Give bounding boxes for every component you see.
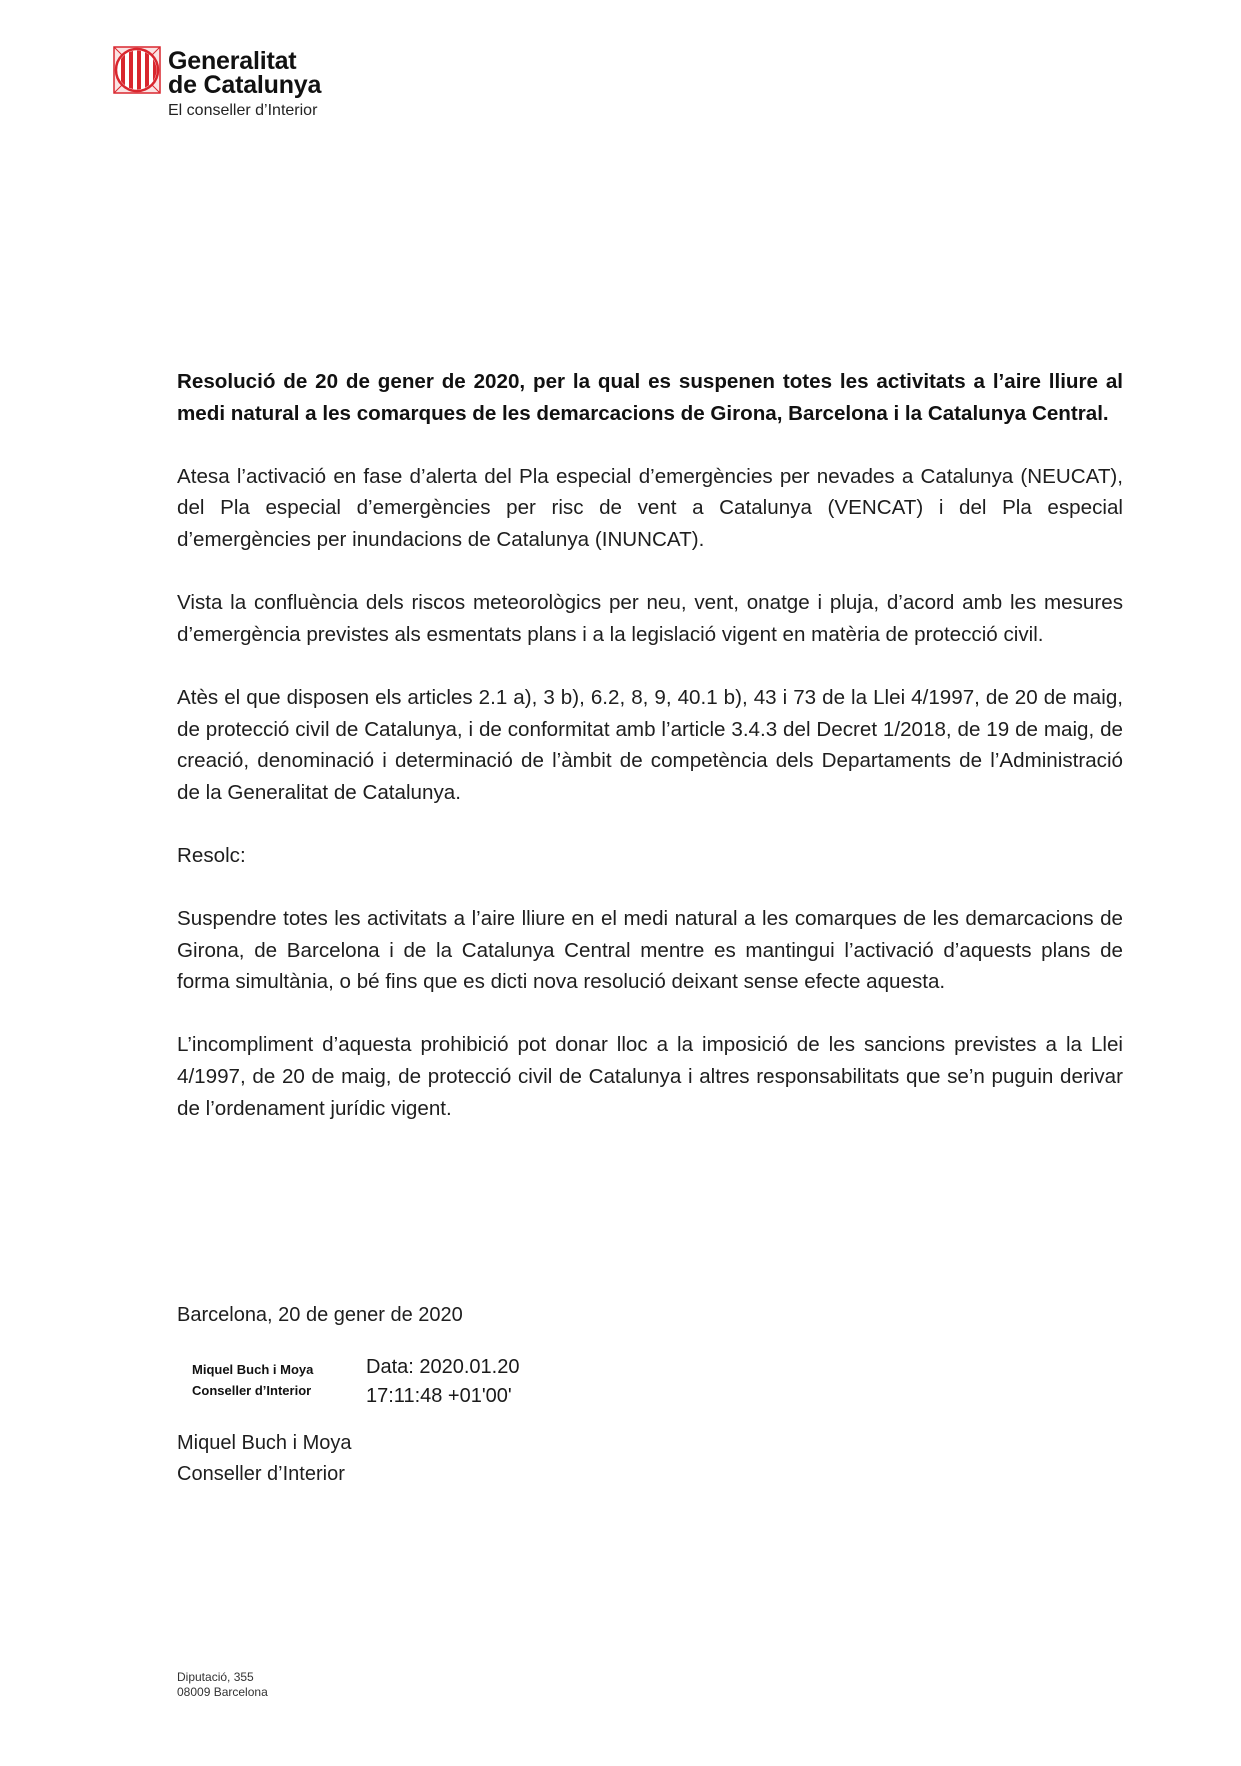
stamp-time: 17:11:48 +01'00'	[366, 1385, 512, 1407]
address-line-1: Diputació, 355	[177, 1670, 254, 1684]
paragraph-considering-activation: Atesa l’activació en fase d’alerta del Pla especial d’emergències per nevades a Catalunya (NEUCAT), del Pla especial d’emergències per risc de vent a Catalunya (VENCAT) i del Pla especial d’emergències per inundacions de Catalunya (INUNCAT).	[177, 464, 1123, 551]
signer-block	[177, 1428, 352, 1490]
signer-role: Conseller d’Interior	[177, 1463, 345, 1485]
paragraph-sanctions: L’incompliment d’aquesta prohibició pot donar lloc a la imposició de les sancions previstes a la Llei 4/1997, de 20 de maig, de protecció civil de Catalunya i altres responsabilitats que se’n puguin derivar de l’ordenament jurídic vigent.	[177, 1033, 1123, 1120]
stamp-date: Data: 2020.01.20	[366, 1356, 520, 1378]
paragraph-resolve: Resolc:	[177, 843, 246, 867]
brand-name-line2: de Catalunya	[168, 71, 322, 99]
digital-signature-stamp	[192, 1359, 313, 1401]
footer-address	[177, 1670, 268, 1700]
address-line-2: 08009 Barcelona	[177, 1685, 268, 1699]
department-name: El conseller d’Interior	[168, 102, 318, 119]
paragraph-risks: Vista la confluència dels riscos meteorològics per neu, vent, onatge i pluja, d’acord amb les mesures d’emergència previstes als esmentats plans i a la legislació vigent en matèria de protecció civil.	[177, 591, 1123, 646]
letterhead	[168, 49, 321, 120]
document-title: Resolució de 20 de gener de 2020, per la qual es suspenen totes les activitats a l’aire lliure al medi natural a les comarques de les demarcacions de Girona, Barcelona i la Catalunya Central.	[177, 370, 1123, 425]
place-and-date: Barcelona, 20 de gener de 2020	[177, 1304, 463, 1326]
generalitat-logo-icon	[113, 46, 161, 94]
stamp-signer-name: Miquel Buch i Moya	[192, 1362, 314, 1377]
document-body	[177, 366, 1123, 1156]
paragraph-suspension: Suspendre totes les activitats a l’aire lliure en el medi natural a les comarques de les demarcacions de Girona, de Barcelona i de la Catalunya Central mentre es mantingui l’activació d’aquests plans de forma simultània, o bé fins que es dicti nova resolució deixant sense efecte aquesta.	[177, 907, 1123, 994]
senyera-emblem-icon	[113, 46, 161, 94]
paragraph-legal-basis: Atès el que disposen els articles 2.1 a), 3 b), 6.2, 8, 9, 40.1 b), 43 i 73 de la Llei 4/1997, de 20 de maig, de protecció civil de Catalunya, i de conformitat amb l’article 3.4.3 del Decret 1/2018, de 19 de maig, de creació, denominació i determinació de l’àmbit de competència dels Departaments de l’Administració de la Generalitat de Catalunya.	[177, 685, 1123, 804]
stamp-signer-role: Conseller d’Interior	[192, 1383, 312, 1398]
brand-name-line1: Generalitat	[168, 47, 297, 75]
signer-name: Miquel Buch i Moya	[177, 1432, 352, 1454]
digital-signature-timestamp	[366, 1353, 519, 1411]
